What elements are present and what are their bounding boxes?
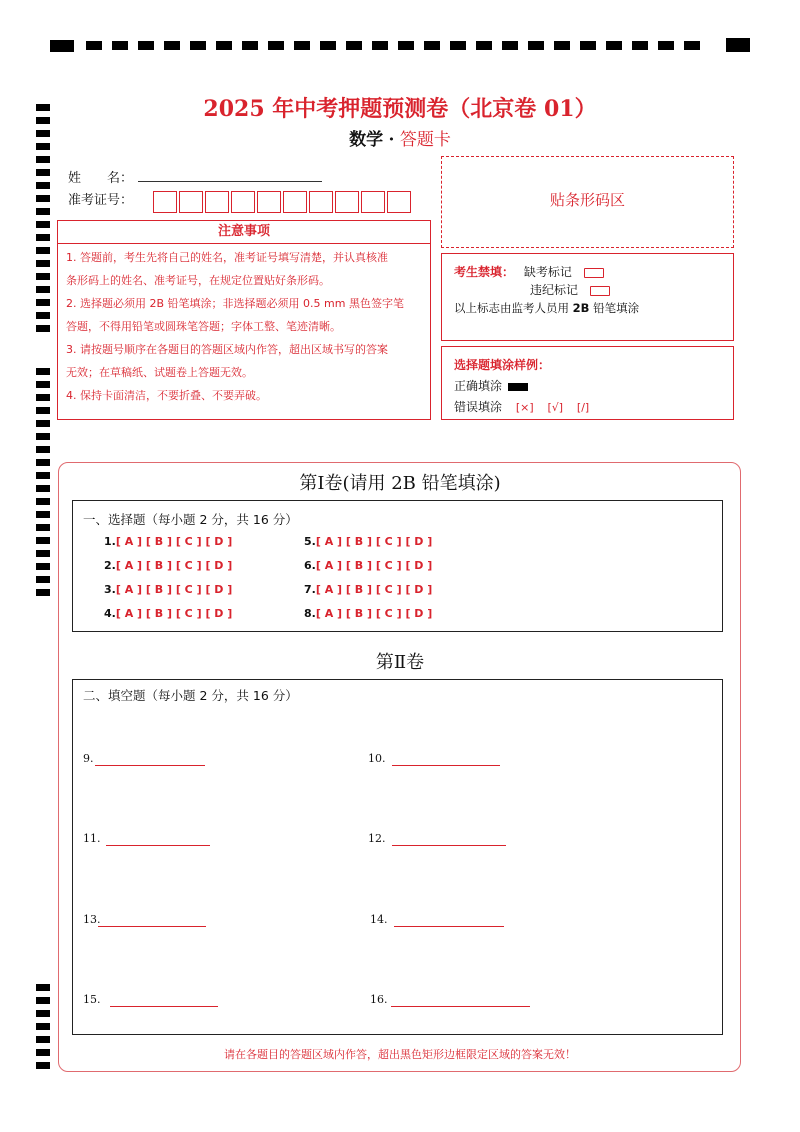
notice-text: 请按题号顺序在各题目的答题区域内作答，超出区域书写的答案 bbox=[80, 343, 388, 356]
timing-mark bbox=[36, 576, 50, 583]
fill-number: 9. bbox=[83, 752, 94, 765]
fill-item-14 bbox=[370, 913, 388, 926]
timing-mark bbox=[36, 312, 50, 319]
timing-mark bbox=[36, 1036, 50, 1043]
mc-options[interactable]: [ A ] [ B ] [ C ] [ D ] bbox=[315, 559, 433, 572]
fill-answer-line[interactable] bbox=[98, 914, 206, 927]
timing-mark bbox=[36, 563, 50, 570]
fill-number: 13. bbox=[83, 913, 101, 926]
timing-mark bbox=[726, 38, 750, 52]
timing-mark bbox=[36, 459, 50, 466]
fill-item-16 bbox=[370, 993, 388, 1006]
timing-mark bbox=[36, 524, 50, 531]
mc-question-3[interactable] bbox=[104, 583, 232, 596]
fill-header: 二、填空题（每小题 2 分，共 16 分） bbox=[83, 688, 298, 703]
timing-mark bbox=[50, 40, 74, 52]
timing-mark bbox=[36, 260, 50, 267]
timing-mark bbox=[36, 381, 50, 388]
notice-text: 选择题必须用 2B 铅笔填涂；非选择题必须用 0.5 mm 黑色签字笔 bbox=[80, 297, 404, 310]
timing-mark bbox=[36, 286, 50, 293]
mc-options[interactable]: [ A ] [ B ] [ C ] [ D ] bbox=[115, 559, 233, 572]
notice-item bbox=[58, 246, 430, 269]
mc-question-5[interactable] bbox=[304, 535, 432, 548]
fill-answer-line[interactable] bbox=[392, 753, 500, 766]
proctor-label: 考生禁填： bbox=[454, 265, 515, 279]
footer-warning: 请在各题目的答题区域内作答，超出黑色矩形边框限定区域的答案无效！ bbox=[224, 1048, 576, 1061]
absent-mark-box[interactable] bbox=[584, 268, 604, 278]
notice-item bbox=[58, 338, 430, 361]
timing-mark bbox=[36, 273, 50, 280]
notice-box bbox=[57, 220, 431, 420]
timing-mark bbox=[36, 182, 50, 189]
violation-label: 违纪标记 bbox=[530, 283, 579, 297]
fill-in-section bbox=[72, 679, 723, 1035]
id-number-boxes bbox=[153, 191, 413, 217]
fill-number: 14. bbox=[370, 913, 388, 926]
mc-header: 一、选择题（每小题 2 分，共 16 分） bbox=[83, 512, 298, 527]
mc-options[interactable]: [ A ] [ B ] [ C ] [ D ] bbox=[315, 535, 433, 548]
id-digit-box[interactable] bbox=[283, 191, 307, 213]
timing-mark bbox=[36, 169, 50, 176]
mc-question-1[interactable] bbox=[104, 535, 232, 548]
timing-mark bbox=[684, 41, 700, 50]
notice-item-cont: 答题，不得用铅笔或圆珠笔答题；字体工整、笔迹清晰。 bbox=[66, 320, 341, 333]
part2-title: 第Ⅱ卷 bbox=[375, 652, 425, 673]
timing-mark bbox=[36, 234, 50, 241]
timing-mark bbox=[554, 41, 570, 50]
fill-item-11 bbox=[83, 832, 101, 845]
mc-options[interactable]: [ A ] [ B ] [ C ] [ D ] bbox=[115, 583, 233, 596]
fill-item-9 bbox=[83, 752, 94, 765]
fill-number: 15. bbox=[83, 993, 101, 1006]
page-subtitle bbox=[0, 125, 800, 150]
id-label: 准考证号： bbox=[68, 193, 134, 208]
mc-options[interactable]: [ A ] [ B ] [ C ] [ D ] bbox=[315, 607, 433, 620]
timing-mark bbox=[36, 195, 50, 202]
notice-item bbox=[58, 292, 430, 315]
id-digit-box[interactable] bbox=[309, 191, 333, 213]
fill-item-10 bbox=[368, 752, 386, 765]
timing-mark bbox=[36, 156, 50, 163]
mc-number: 6. bbox=[304, 559, 316, 572]
wrong-fill-mark: [/] bbox=[576, 401, 590, 414]
timing-mark bbox=[632, 41, 648, 50]
id-digit-box[interactable] bbox=[231, 191, 255, 213]
mc-options[interactable]: [ A ] [ B ] [ C ] [ D ] bbox=[115, 535, 233, 548]
absent-label: 缺考标记 bbox=[523, 265, 572, 279]
timing-mark bbox=[36, 1062, 50, 1069]
wrong-fill-mark: [×] bbox=[515, 401, 534, 414]
timing-mark bbox=[36, 537, 50, 544]
mc-number: 5. bbox=[304, 535, 316, 548]
timing-mark bbox=[242, 41, 258, 50]
timing-mark bbox=[112, 41, 128, 50]
timing-mark bbox=[36, 984, 50, 991]
subject-label: 数学 bbox=[349, 130, 384, 150]
name-label: 姓 名： bbox=[68, 171, 134, 186]
timing-mark bbox=[502, 41, 518, 50]
id-digit-box[interactable] bbox=[387, 191, 411, 213]
notice-text: 保持卡面清洁，不要折叠、不要弄破。 bbox=[80, 389, 267, 402]
fill-answer-line[interactable] bbox=[394, 914, 504, 927]
mc-question-6[interactable] bbox=[304, 559, 432, 572]
timing-mark bbox=[36, 1010, 50, 1017]
id-digit-box[interactable] bbox=[205, 191, 229, 213]
correct-fill-mark bbox=[508, 383, 528, 391]
proctor-note-post: 铅笔填涂 bbox=[589, 301, 640, 315]
mc-number: 4. bbox=[104, 607, 116, 620]
mc-number: 8. bbox=[304, 607, 316, 620]
notice-text: 答题前，考生先将自己的姓名，准考证号填写清楚，并认真核准 bbox=[80, 251, 388, 264]
timing-mark bbox=[36, 433, 50, 440]
subtitle-dot: · bbox=[388, 130, 395, 150]
timing-mark bbox=[36, 511, 50, 518]
timing-mark bbox=[36, 325, 50, 332]
wrong-fill-mark: [√] bbox=[547, 401, 564, 414]
page-title: 2025 年中考押题预测卷（北京卷 01） bbox=[203, 96, 597, 122]
timing-mark bbox=[36, 446, 50, 453]
fill-number: 11. bbox=[83, 832, 101, 845]
timing-mark bbox=[36, 208, 50, 215]
timing-mark bbox=[476, 41, 492, 50]
timing-mark bbox=[658, 41, 674, 50]
fill-number: 10. bbox=[368, 752, 386, 765]
mc-options[interactable]: [ A ] [ B ] [ C ] [ D ] bbox=[115, 607, 233, 620]
fill-answer-line[interactable] bbox=[391, 994, 530, 1007]
timing-mark bbox=[294, 41, 310, 50]
timing-mark bbox=[268, 41, 284, 50]
fill-answer-line[interactable] bbox=[106, 833, 210, 846]
notice-num: 3. bbox=[66, 343, 77, 356]
timing-mark bbox=[450, 41, 466, 50]
timing-mark bbox=[424, 41, 440, 50]
notice-item bbox=[58, 384, 430, 407]
timing-mark bbox=[36, 420, 50, 427]
mc-options[interactable]: [ A ] [ B ] [ C ] [ D ] bbox=[315, 583, 433, 596]
notice-item-cont: 无效；在草稿纸、试题卷上答题无效。 bbox=[66, 366, 253, 379]
notice-num: 2. bbox=[66, 297, 77, 310]
fill-item-12 bbox=[368, 832, 386, 845]
name-field[interactable] bbox=[138, 167, 322, 182]
timing-mark bbox=[36, 1023, 50, 1030]
timing-mark bbox=[36, 550, 50, 557]
id-digit-box[interactable] bbox=[257, 191, 281, 213]
timing-mark bbox=[372, 41, 388, 50]
mc-question-7[interactable] bbox=[304, 583, 432, 596]
timing-mark bbox=[36, 247, 50, 254]
fill-sample-box bbox=[441, 346, 734, 420]
timing-mark bbox=[36, 997, 50, 1004]
id-digit-box[interactable] bbox=[153, 191, 177, 213]
fill-sample-title: 选择题填涂样例： bbox=[454, 358, 551, 372]
id-digit-box[interactable] bbox=[361, 191, 385, 213]
violation-mark-box[interactable] bbox=[590, 286, 610, 296]
proctor-note-pre: 以上标志由监考人员用 bbox=[454, 301, 573, 315]
fill-answer-line[interactable] bbox=[110, 994, 218, 1007]
notice-num: 4. bbox=[66, 389, 77, 402]
mc-question-2[interactable] bbox=[104, 559, 232, 572]
multiple-choice-section bbox=[72, 500, 723, 632]
timing-mark bbox=[86, 41, 102, 50]
timing-mark bbox=[36, 407, 50, 414]
mc-question-4[interactable] bbox=[104, 607, 232, 620]
notice-item-cont: 条形码上的姓名、准考证号，在规定位置贴好条形码。 bbox=[66, 274, 330, 287]
wrong-fill-label: 错误填涂 bbox=[454, 400, 503, 414]
mc-question-8[interactable] bbox=[304, 607, 432, 620]
fill-item-15 bbox=[83, 993, 101, 1006]
fill-answer-line[interactable] bbox=[95, 753, 205, 766]
timing-mark bbox=[138, 41, 154, 50]
timing-mark bbox=[36, 221, 50, 228]
timing-mark bbox=[346, 41, 362, 50]
timing-mark bbox=[36, 394, 50, 401]
timing-mark bbox=[320, 41, 336, 50]
timing-mark bbox=[164, 41, 180, 50]
barcode-label: 贴条形码区 bbox=[549, 191, 625, 209]
answer-card-label: 答题卡 bbox=[399, 130, 451, 150]
barcode-area bbox=[441, 156, 734, 248]
mc-number: 3. bbox=[104, 583, 116, 596]
timing-mark bbox=[580, 41, 596, 50]
timing-mark bbox=[528, 41, 544, 50]
mc-number: 1. bbox=[104, 535, 116, 548]
timing-mark bbox=[36, 589, 50, 596]
fill-number: 16. bbox=[370, 993, 388, 1006]
mc-number: 2. bbox=[104, 559, 116, 572]
notice-title: 注意事项 bbox=[58, 221, 430, 244]
fill-number: 12. bbox=[368, 832, 386, 845]
proctor-mark-box bbox=[441, 253, 734, 341]
timing-mark bbox=[398, 41, 414, 50]
timing-mark bbox=[216, 41, 232, 50]
correct-fill-label: 正确填涂 bbox=[454, 379, 503, 393]
timing-mark bbox=[36, 498, 50, 505]
timing-mark bbox=[36, 368, 50, 375]
timing-mark bbox=[36, 299, 50, 306]
proctor-note-bold: 2B bbox=[572, 301, 590, 315]
mc-number: 7. bbox=[304, 583, 316, 596]
timing-mark bbox=[606, 41, 622, 50]
notice-num: 1. bbox=[66, 251, 77, 264]
part1-title: 第Ⅰ卷(请用 2B 铅笔填涂) bbox=[299, 473, 501, 494]
fill-answer-line[interactable] bbox=[392, 833, 506, 846]
id-digit-box[interactable] bbox=[335, 191, 359, 213]
id-digit-box[interactable] bbox=[179, 191, 203, 213]
timing-mark bbox=[190, 41, 206, 50]
